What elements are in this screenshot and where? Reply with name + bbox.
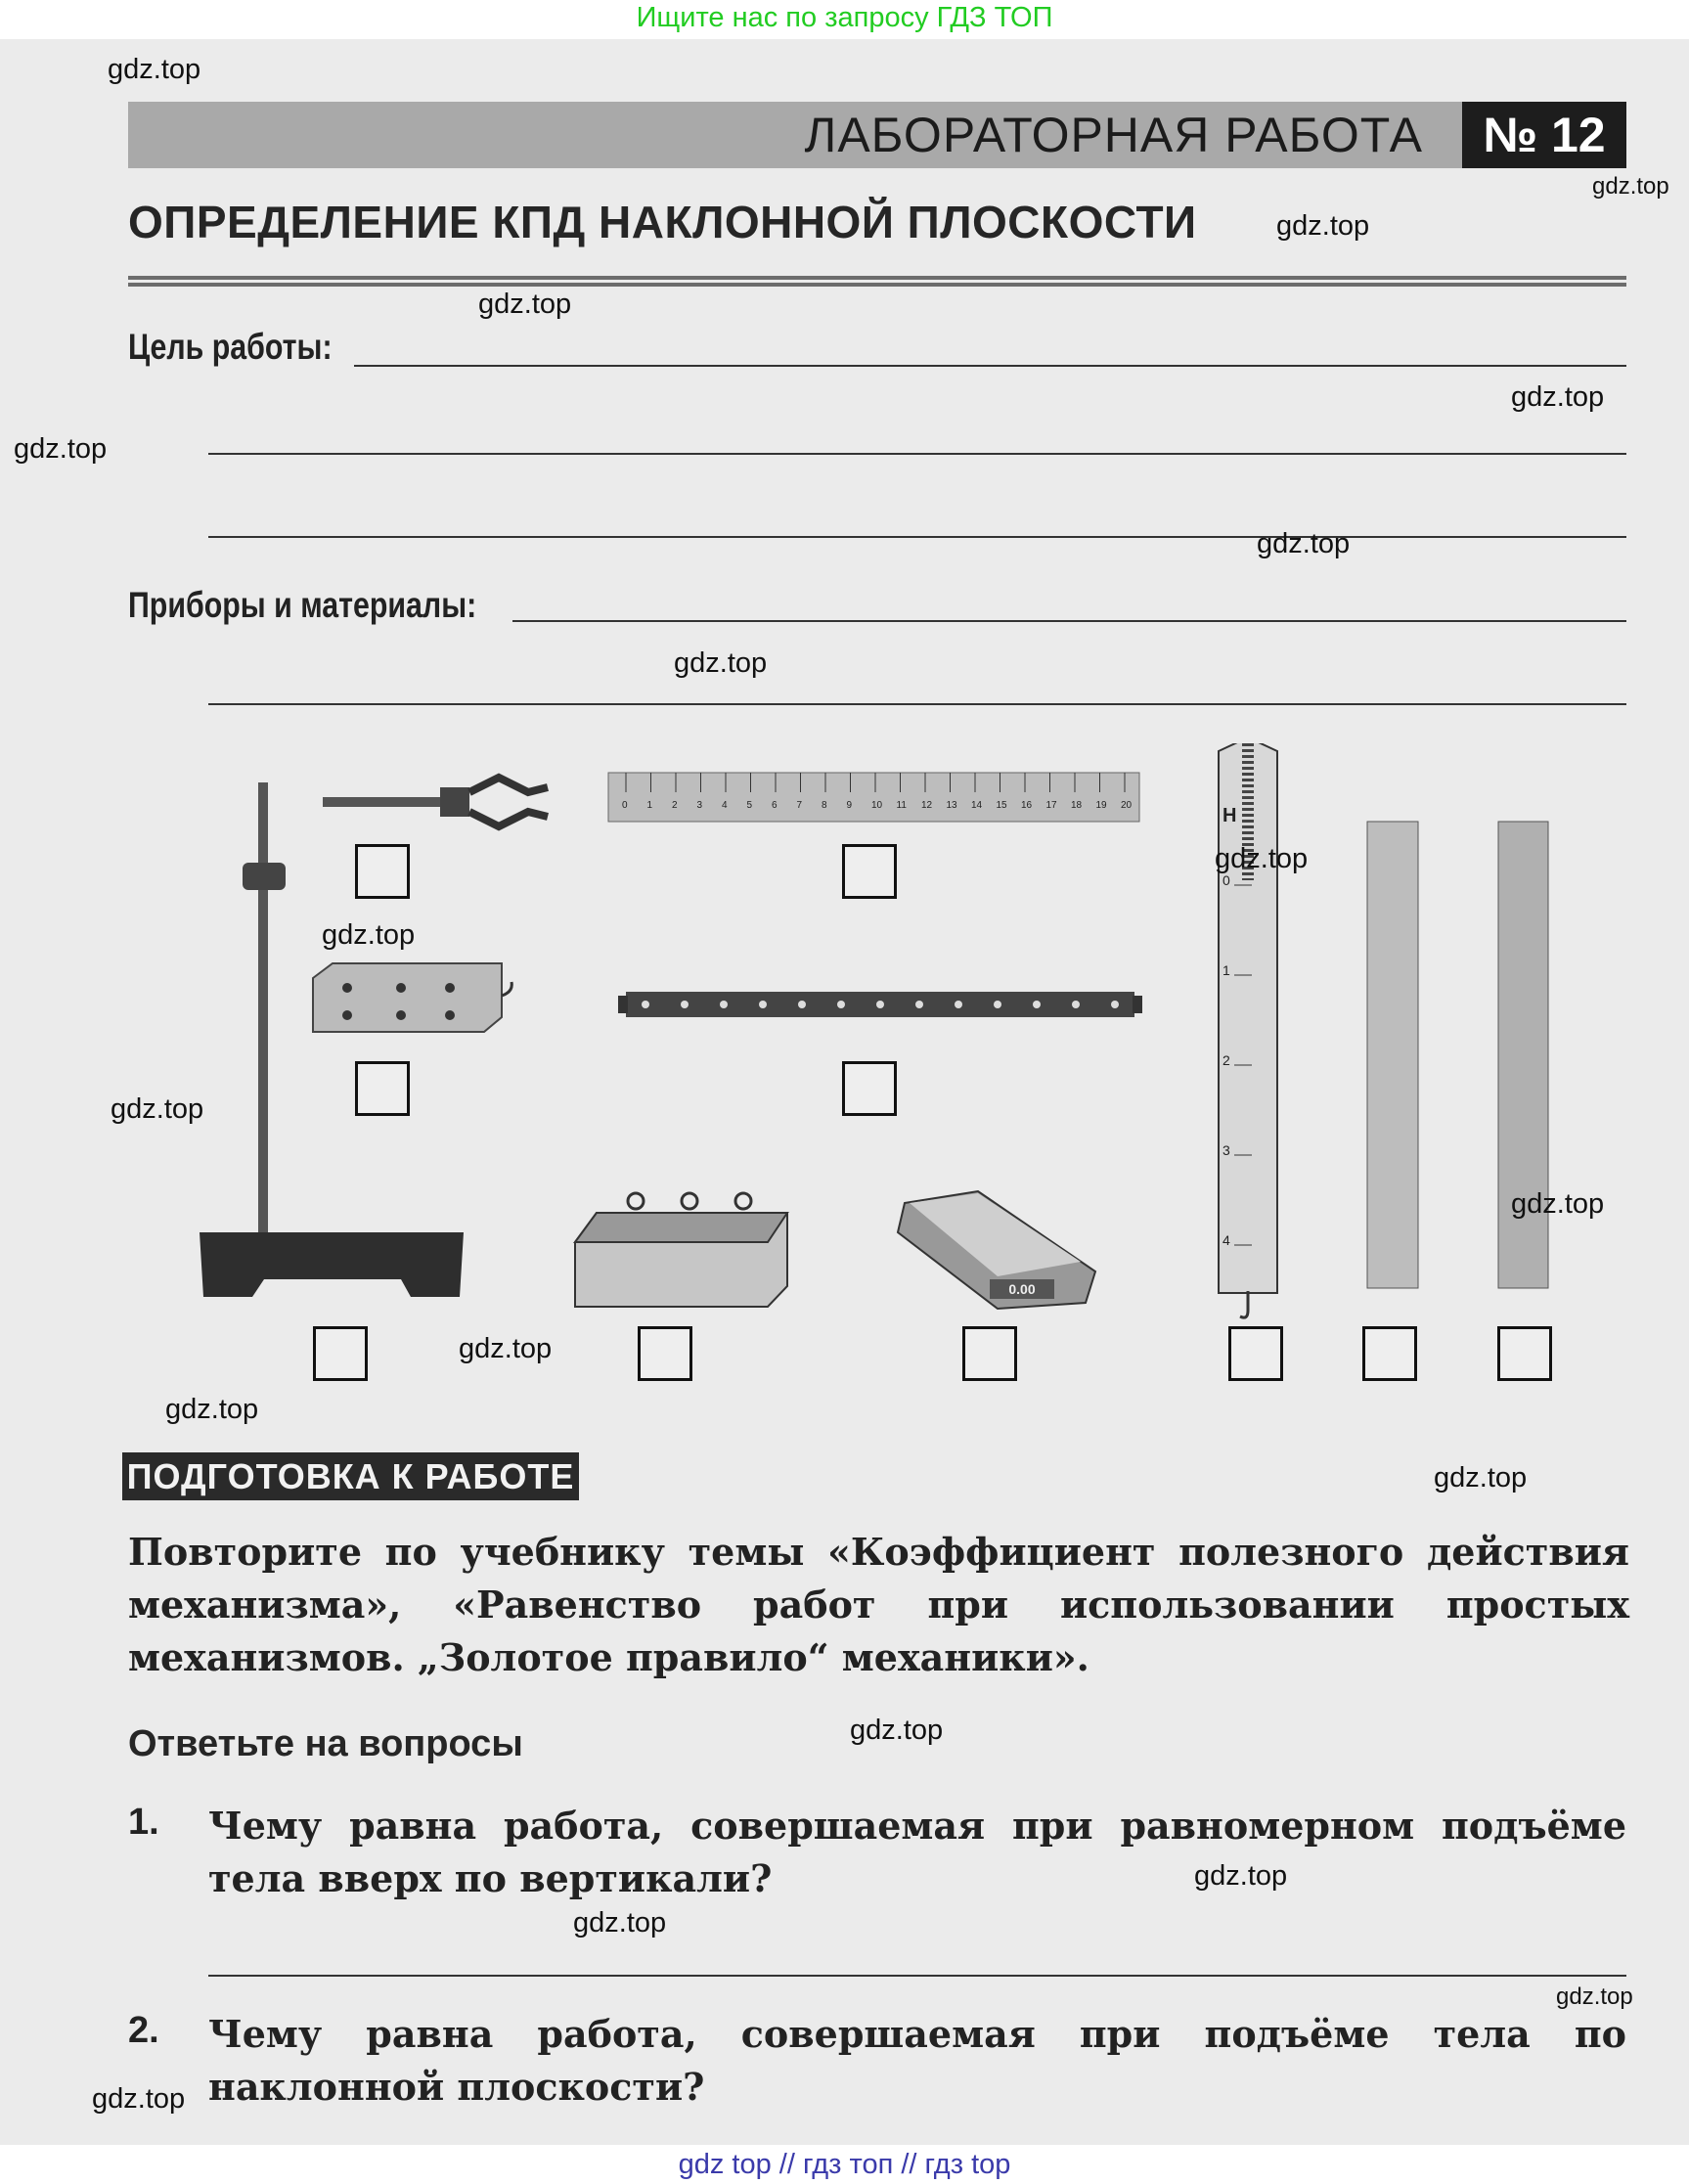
lever-hole: [1111, 1001, 1119, 1008]
watermark: gdz.top: [1434, 1462, 1528, 1493]
ruler-tick-label: 13: [946, 800, 957, 811]
lab-stand-icon: [200, 782, 464, 1297]
checkbox-weights[interactable]: [638, 1326, 692, 1381]
watermark: gdz.top: [674, 647, 768, 679]
lever-hole: [915, 1001, 923, 1008]
lever-hole: [955, 1001, 962, 1008]
ruler-tick-label: 9: [846, 800, 853, 811]
watermark: gdz.top: [573, 1907, 667, 1939]
materials-answer-line-1[interactable]: [512, 620, 1626, 622]
lab-header-label: ЛАБОРАТОРНАЯ РАБОТА: [804, 108, 1423, 162]
ruler-tick-label: 1: [646, 800, 653, 811]
watermark: gdz.top: [14, 433, 108, 465]
ruler-tick-label: 7: [796, 800, 803, 811]
materials-label: Приборы и материалы:: [128, 585, 477, 625]
answer-line-1[interactable]: [208, 1975, 1626, 1977]
checkbox-board-2[interactable]: [1497, 1326, 1552, 1381]
ruler-tick-label: 11: [896, 800, 907, 811]
preparation-heading: ПОДГОТОВКА К РАБОТЕ: [122, 1452, 579, 1500]
scale-display: 0.00: [1008, 1281, 1036, 1297]
watermark: gdz.top: [1257, 528, 1351, 559]
lever-hole: [759, 1001, 767, 1008]
ruler-tick-label: 12: [921, 800, 933, 811]
dynamometer-scale-label: 1: [1222, 962, 1230, 978]
dynamometer-scale-label: 3: [1222, 1142, 1230, 1158]
lever-icon: [618, 992, 1142, 1017]
top-banner[interactable]: Ищите нас по запросу ГДЗ ТОП: [0, 0, 1689, 39]
questions-heading: Ответьте на вопросы: [128, 1723, 523, 1764]
watermark: gdz.top: [165, 1394, 259, 1425]
question-number: 1.: [128, 1802, 159, 1843]
ruler-tick-label: 10: [871, 800, 883, 811]
watermark: gdz.top: [1511, 1188, 1605, 1220]
goal-answer-line-2[interactable]: [208, 453, 1626, 455]
lever-hole: [642, 1001, 649, 1008]
goal-answer-line-1[interactable]: [354, 365, 1626, 367]
dynamometer-icon: [1219, 743, 1277, 1317]
watermark: gdz.top: [1194, 1860, 1288, 1892]
lever-hole: [681, 1001, 689, 1008]
ruler-tick-label: 20: [1121, 800, 1133, 811]
lever-hole: [1033, 1001, 1041, 1008]
equipment-illustrations: [0, 743, 1689, 1330]
watermark: gdz.top: [478, 289, 572, 320]
watermark: gdz.top: [108, 54, 201, 85]
watermark: gdz.top: [1511, 381, 1605, 413]
ruler-tick-label: 4: [722, 800, 728, 811]
materials-answer-line-2[interactable]: [208, 703, 1626, 705]
dynamometer-scale-label: 0: [1222, 872, 1230, 888]
watermark: gdz.top: [322, 919, 416, 951]
ruler-tick-label: 6: [772, 800, 778, 811]
dynamometer-scale-label: 4: [1222, 1232, 1230, 1248]
checkbox-ruler[interactable]: [842, 844, 897, 899]
checkbox-scale[interactable]: [962, 1326, 1017, 1381]
ruler-tick-label: 17: [1045, 800, 1057, 811]
ruler-tick-label: 8: [822, 800, 827, 811]
lever-hole: [798, 1001, 806, 1008]
goal-answer-line-3[interactable]: [208, 536, 1626, 538]
dynamometer-scale-label: 2: [1222, 1052, 1230, 1068]
ruler-tick-label: 18: [1071, 800, 1083, 811]
ruler-tick-label: 14: [971, 800, 983, 811]
ruler-tick-label: 15: [996, 800, 1007, 811]
lever-hole: [994, 1001, 1001, 1008]
ruler-tick-label: 0: [622, 800, 628, 811]
clamp-icon: [323, 778, 548, 826]
ruler-tick-label: 5: [746, 800, 753, 811]
checkbox-dynamometer[interactable]: [1228, 1326, 1283, 1381]
lab-number-badge: № 12: [1462, 102, 1626, 168]
watermark: gdz.top: [459, 1333, 553, 1364]
lab-header-bar: [128, 102, 1462, 168]
watermark: gdz.top: [1592, 173, 1669, 200]
watermark: gdz.top: [850, 1715, 944, 1746]
lever-hole: [720, 1001, 728, 1008]
watermark: gdz.top: [92, 2083, 186, 2115]
dynamometer-unit: Н: [1222, 805, 1237, 826]
watermark: gdz.top: [1215, 843, 1309, 874]
weights-set-icon: [575, 1193, 787, 1307]
ruler-tick-label: 3: [696, 800, 703, 811]
question-number: 2.: [128, 2010, 159, 2051]
question-text: Чему равна работа, совершаемая при равномерном подъёме тела вверх по вертикали?: [208, 1804, 1626, 1900]
wooden-block-icon: [313, 963, 511, 1032]
lever-hole: [876, 1001, 884, 1008]
question-text: Чему равна работа, совершаемая при подъёме тела по наклонной плоскости?: [208, 2012, 1626, 2109]
divider: [128, 276, 1626, 280]
watermark: gdz.top: [1556, 1983, 1633, 2010]
page-title: ОПРЕДЕЛЕНИЕ КПД НАКЛОННОЙ ПЛОСКОСТИ: [128, 197, 1197, 247]
ruler-tick-label: 16: [1021, 800, 1033, 811]
watermark: gdz.top: [111, 1093, 204, 1125]
checkbox-stand[interactable]: [313, 1326, 368, 1381]
checkbox-board-1[interactable]: [1362, 1326, 1417, 1381]
footer-banner[interactable]: gdz top // гдз топ // гдз top: [0, 2145, 1689, 2184]
checkbox-clamp[interactable]: [355, 844, 410, 899]
board-icon: [1367, 822, 1418, 1288]
ruler-icon: [608, 773, 1139, 822]
watermark: gdz.top: [1276, 210, 1370, 242]
lever-hole: [837, 1001, 845, 1008]
preparation-text: Повторите по учебнику темы «Коэффициент полезного действия механизма», «Равенство работ при использовании простых механизмов. „Золотое правило“ механики».: [128, 1530, 1629, 1679]
goal-label: Цель работы:: [128, 327, 333, 367]
checkbox-lever[interactable]: [842, 1061, 897, 1116]
ruler-tick-label: 2: [672, 800, 678, 811]
electronic-scale-icon: [898, 1191, 1095, 1309]
ruler-tick-label: 19: [1095, 800, 1107, 811]
lever-hole: [1072, 1001, 1080, 1008]
checkbox-block[interactable]: [355, 1061, 410, 1116]
divider: [128, 283, 1626, 287]
